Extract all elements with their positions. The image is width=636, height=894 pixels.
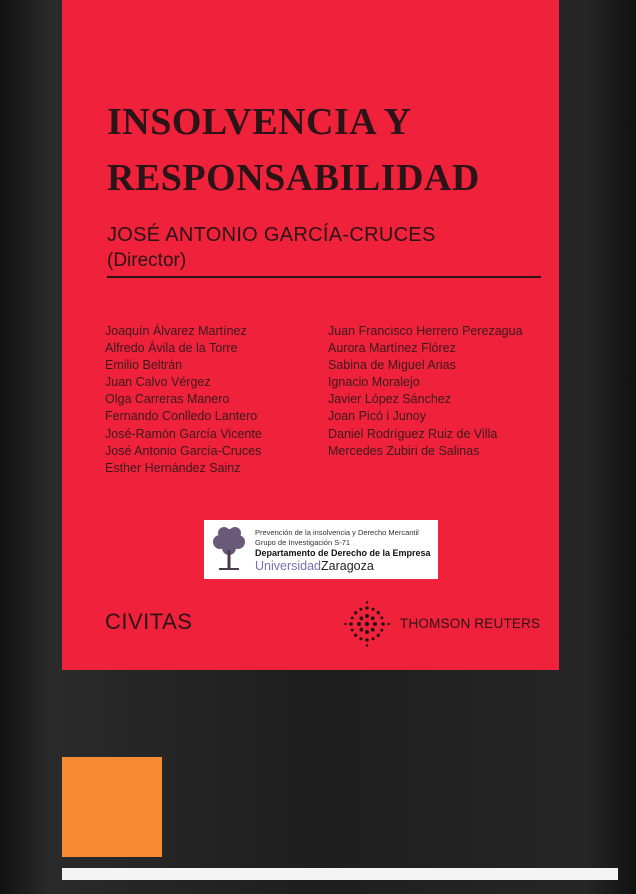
contributor-name: Javier López Sánchez (328, 392, 451, 407)
contributor-name: Daniel Rodríguez Ruiz de Villa (328, 426, 498, 441)
university-name-part-1: Universidad (255, 559, 322, 573)
thomson-reuters-dots-icon (344, 601, 390, 647)
contributor-name: Emilio Beltrán (105, 358, 183, 373)
contributor-name: Olga Carreras Manero (105, 392, 230, 407)
bottom-white-strip (62, 868, 618, 880)
contributor-name: Ignacio Moralejo (328, 375, 420, 390)
university-name (255, 559, 374, 573)
contributor-name: José Antonio García-Cruces (105, 443, 262, 458)
university-name-part-2: Zaragoza (321, 559, 374, 573)
contributor-name: José-Ramón García Vicente (105, 426, 262, 441)
research-group-name: Prevención de la insolvencia y Derecho Mercantil (255, 528, 419, 537)
divider-line (107, 276, 541, 278)
contributor-name: Juan Francisco Herrero Perezagua (328, 324, 523, 338)
contributor-name: Joan Picó i Junoy (328, 409, 426, 424)
author-role: (Director) (107, 250, 187, 271)
contributor-name: Joaquín Álvarez Martínez (105, 324, 247, 338)
book-title-line-1: INSOLVENCIA Y (107, 101, 412, 143)
red-title-panel (62, 0, 559, 670)
tree-icon (209, 524, 249, 574)
research-group-code: Grupo de Investigación S-71 (255, 538, 351, 547)
book-title (107, 94, 480, 206)
contributor-name: Mercedes Zubiri de Salinas (328, 443, 480, 458)
contributors-list-right (328, 323, 523, 460)
orange-square-decoration (62, 757, 162, 857)
book-author: JOSÉ ANTONIO GARCÍA-CRUCES (107, 224, 436, 246)
research-group-logo (204, 520, 438, 579)
publisher-thomson-reuters: THOMSON REUTERS (400, 616, 541, 631)
contributor-name: Alfredo Ávila de la Torre (105, 341, 238, 356)
contributor-name: Esther Hernández Sainz (105, 460, 241, 475)
contributors-list-left (105, 323, 262, 477)
imprint-civitas: CIVITAS (105, 609, 193, 634)
contributor-name: Juan Calvo Vérgez (105, 375, 211, 390)
contributor-name: Fernando Conlledo Lantero (105, 409, 258, 424)
book-title-line-2: RESPONSABILIDAD (107, 157, 480, 199)
contributor-name: Aurora Martínez Flórez (328, 341, 456, 356)
department-name: Departamento de Derecho de la Empresa (255, 548, 431, 558)
contributor-name: Sabina de Miguel Arias (328, 358, 456, 373)
